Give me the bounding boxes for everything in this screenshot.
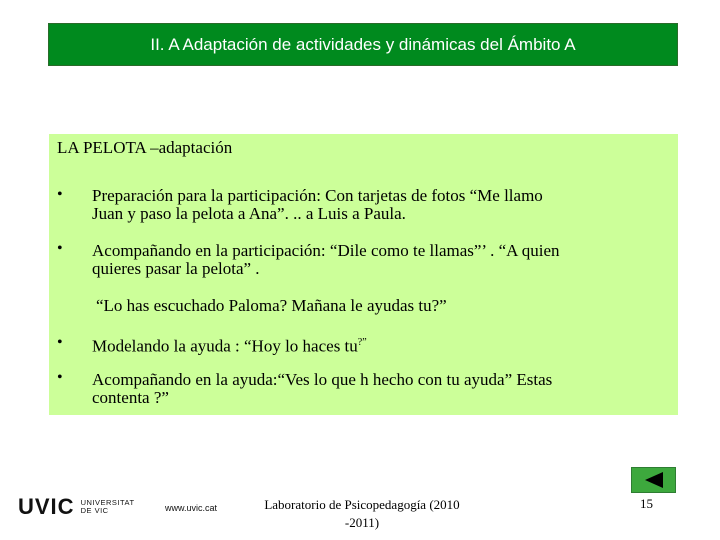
- list-item-line: Juan y paso la pelota a Ana”. .. a Luis a Paula.: [92, 204, 406, 223]
- slide-title-text: II. A Adaptación de actividades y dinámicas del Ámbito A: [150, 34, 576, 54]
- bullet-2: •: [57, 240, 63, 257]
- bullet-1: •: [57, 186, 63, 203]
- logo-subtitle: [81, 499, 135, 515]
- superscript-mark: ?”: [357, 337, 367, 348]
- content-heading: LA PELOTA –adaptación: [57, 138, 233, 157]
- footer-caption: [252, 496, 472, 532]
- page-number: 15: [640, 496, 653, 511]
- list-item-line: Acompañando en la ayuda:“Ves lo que h hecho con tu ayuda” Estas: [92, 370, 553, 389]
- triangle-left-icon: [643, 471, 665, 489]
- footer-caption-line: -2011): [344, 515, 380, 530]
- quote-line: “Lo has escuchado Paloma? Mañana le ayudas tu?”: [96, 296, 447, 315]
- list-item: [92, 187, 662, 223]
- list-item-line: Acompañando en la participación: “Dile como te llamas”’ . “A quien: [92, 241, 560, 260]
- logo-subtitle-line: DE VIC: [80, 506, 109, 515]
- list-item-line: Preparación para la participación: Con tarjetas de fotos “Me llamo: [92, 186, 543, 205]
- back-button[interactable]: [631, 467, 676, 493]
- bullet-4: •: [57, 369, 63, 386]
- logo-mark: UVIC: [18, 494, 75, 519]
- list-item: [92, 242, 662, 278]
- list-item-line: contenta ?”: [92, 388, 169, 407]
- footer-url[interactable]: www.uvic.cat: [165, 503, 218, 513]
- slide-title: [48, 23, 678, 66]
- list-item: [92, 334, 662, 356]
- list-item: [92, 371, 662, 407]
- logo-subtitle-line: UNIVERSITAT: [80, 498, 135, 507]
- bullet-3: •: [57, 334, 63, 351]
- content-box: [49, 134, 678, 415]
- footer-caption-line: Laboratorio de Psicopedagogía (2010: [264, 497, 460, 512]
- list-item-line: Modelando la ayuda : “Hoy lo haces tu: [92, 336, 358, 356]
- uvic-logo: [18, 496, 135, 518]
- list-item-line: quieres pasar la pelota” .: [92, 259, 260, 278]
